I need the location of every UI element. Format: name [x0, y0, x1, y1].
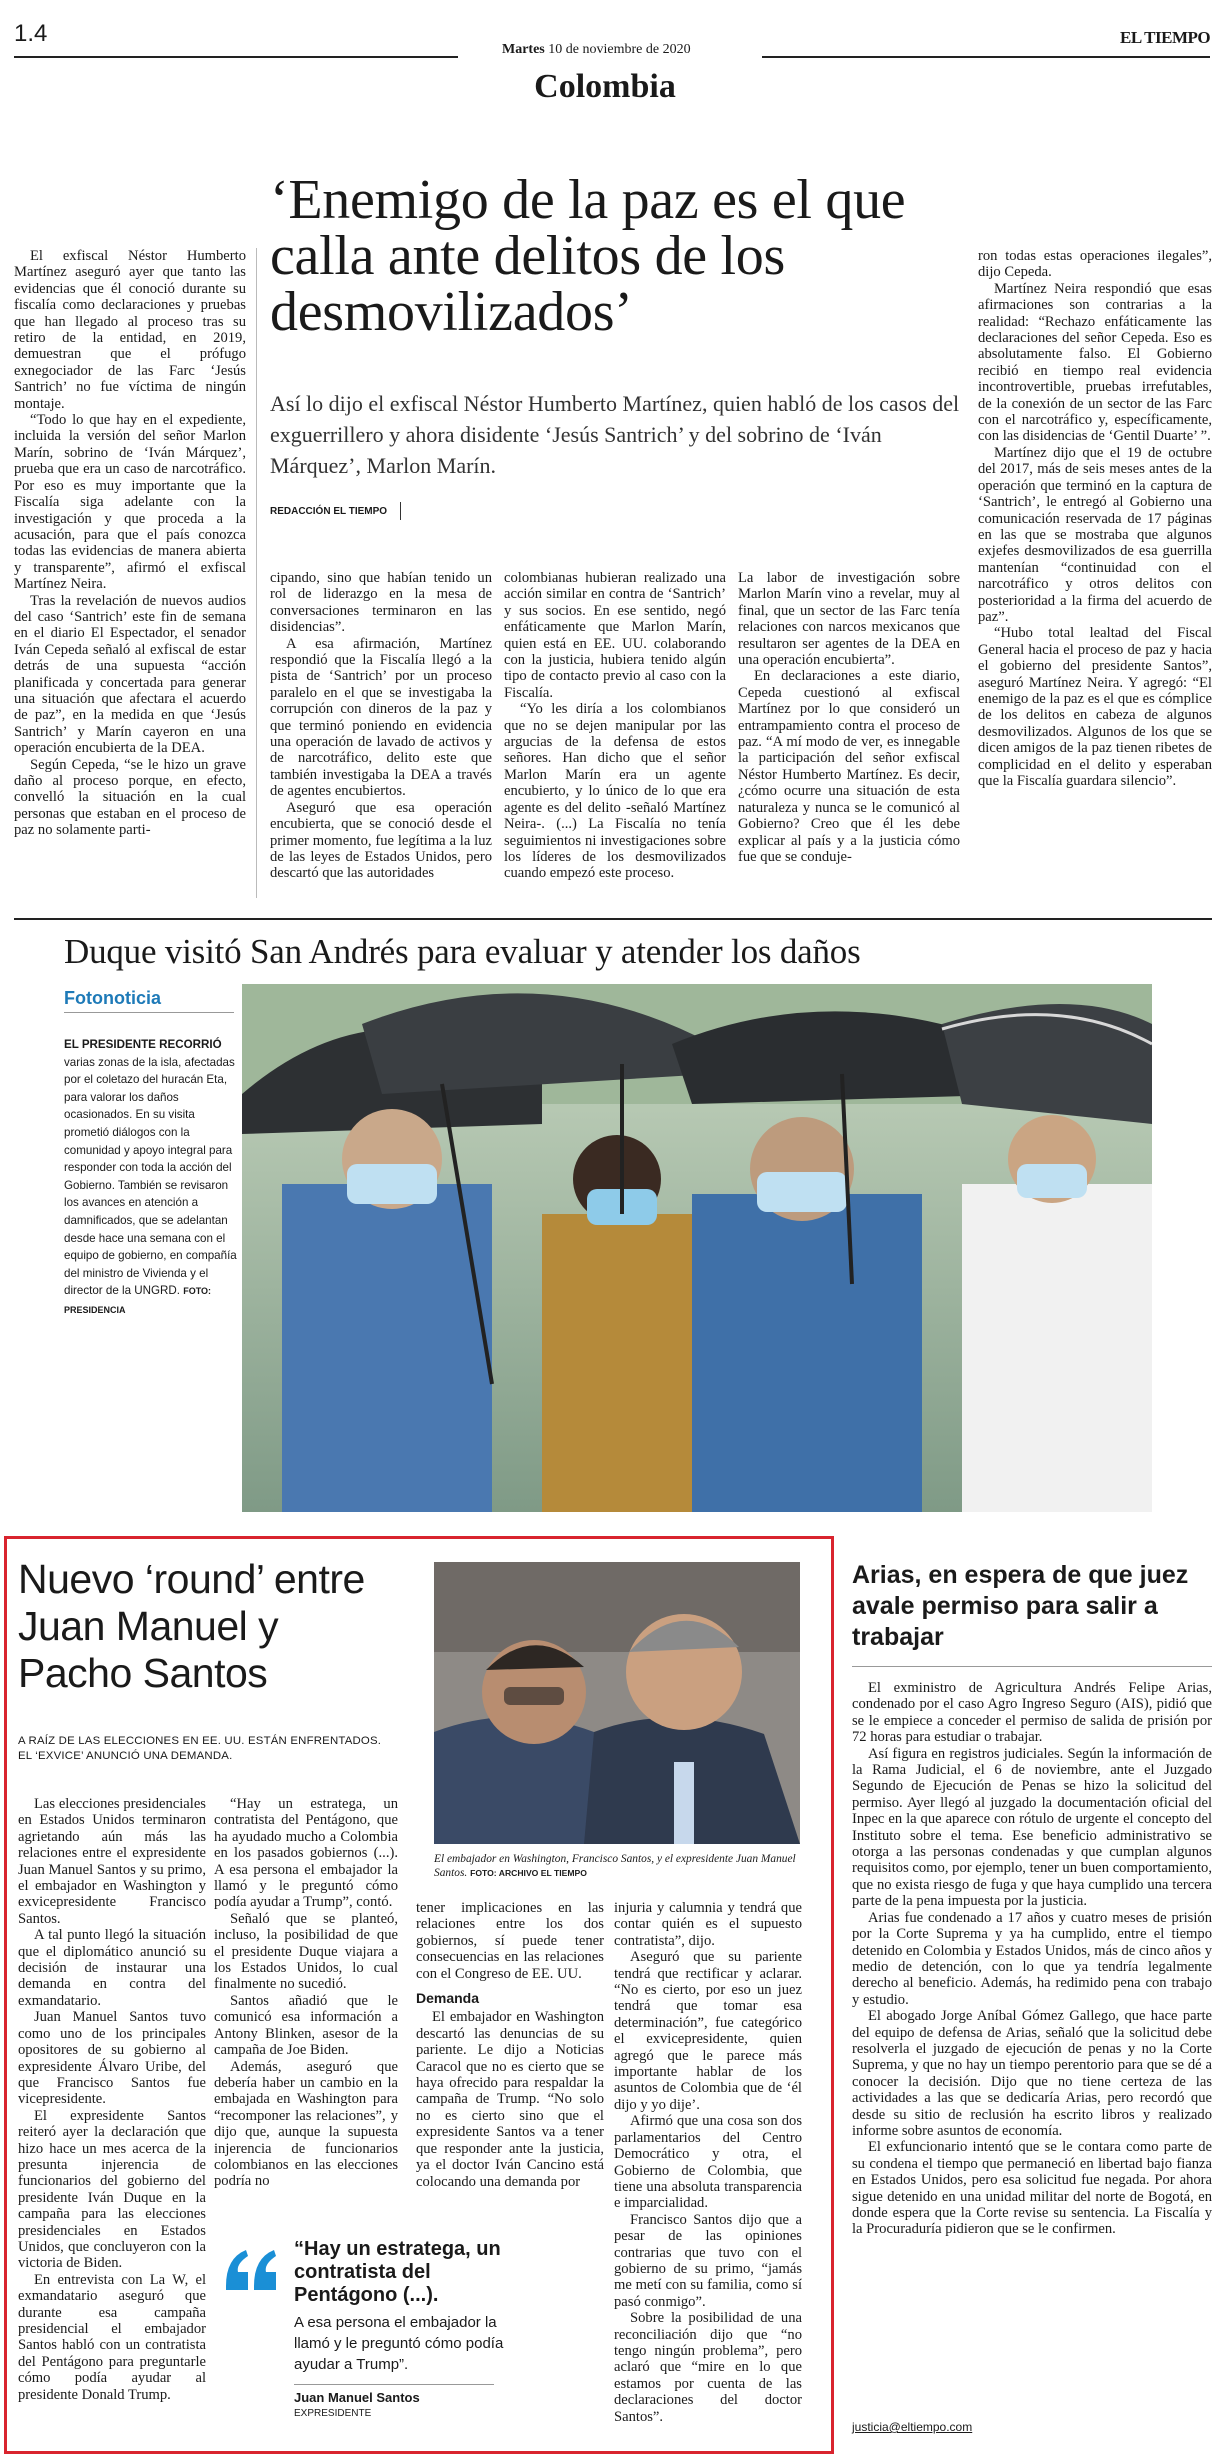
main-col3-p1: colombianas hubieran realizado una acción similar en contra de ‘Santrich’ y sus socios. En ese sentido, negó enfáticamente que Marlon Marín, quien está en EE. UU. colaborando con la justicia, hubiera tenido algún tipo de contacto previo al caso con la Fiscalía.	[504, 570, 726, 701]
byline-tick	[400, 502, 401, 520]
santos-headline: Nuevo ‘round’ entre Juan Manuel y Pacho Santos	[18, 1556, 365, 1696]
photo-caption	[64, 1036, 242, 1320]
santos-photo-credit: FOTO: ARCHIVO EL TIEMPO	[470, 1868, 587, 1878]
arias-rule	[852, 1666, 1212, 1667]
main-col2-p3: Aseguró que esa operación encubierta, que se conoció desde el primer momento, fue legítima a la luz de las leyes de Estados Unidos, pero descartó que las autoridades	[270, 799, 492, 882]
santos-col1-p2: A tal punto llegó la situación que el diplomático anunció su decisión de instaurar una demanda en contra del exmandatario.	[18, 1927, 206, 2009]
photo-headline: Duque visitó San Andrés para evaluar y atender los daños	[64, 932, 861, 971]
main-byline: REDACCIÓN EL TIEMPO	[270, 506, 388, 517]
santos-col3-p1: tener implicaciones en las relaciones entre los dos gobiernos, sí puede tener consecuencias en las relaciones con el Congreso de EE. UU.	[416, 1900, 604, 1982]
main-col5-p1: ron todas estas operaciones ilegales”, dijo Cepeda.	[978, 248, 1212, 281]
santos-col4-p2: Aseguró que su pariente tendrá que rectificar y aclarar. “No es cierto, por eso un juez tendrá que tomar esa determinación”, fue categórico el exvicepresidente, quien agregó que le parece más importante hablar de los asuntos de Colombia que de ‘él dijo y yo dije’.	[614, 1949, 802, 2113]
arias-p2: Así figura en registros judiciales. Según la información de la Rama Judicial, el 6 de noviembre, ante el Juzgado Segundo de Ejecución de Penas se hizo la solicitud del permiso. Ayer llegó al juzgado la documentación oficial del Inpec en la que aparece con rótulo de urgente el concepto del Instituto sobre el tema. Ese beneficio administrativo se otorga a las personas condenadas y que cumplan algunos requisitos como, por ejemplo, tener un buen comportamiento, que no exista riesgo de fuga y que haya cumplido una tercera parte de la pena impuesta por la justicia.	[852, 1745, 1212, 1910]
col-divider	[256, 248, 257, 898]
label-rule	[64, 1012, 234, 1013]
main-deck: Así lo dijo el exfiscal Néstor Humberto Martínez, quien habló de los casos del exguerrillero y ahora disidente ‘Jesús Santrich’ y del sobrino de ‘Iván Márquez’, Marlon Marín.	[270, 391, 960, 478]
main-col4-p2: En declaraciones a este diario, Cepeda cuestionó al exfiscal Martínez por lo que consideró un entrampamiento contra el proceso de paz. “A mí modo de ver, es innegable la participación del señor exfiscal Néstor Humberto Martínez. Es decir, ¿cómo ocurre una situación de esta naturaleza y nunca se le comunicó al Gobierno? Creo que él les debe explicar al país y a la justicia cómo fue que se conduje-	[738, 668, 960, 865]
main-col-2	[270, 570, 492, 882]
main-col-1	[14, 248, 246, 839]
main-col2-p1: cipando, sino que habían tenido un rol de liderazgo en la mesa de conversaciones terminaron en las disidencias”.	[270, 570, 492, 636]
santos-col4-p3: Afirmó que una cosa son dos parlamentarios del Centro Democrático y otra, el Gobierno de Colombia, que tiene una absoluta transparencia e imparcialidad.	[614, 2113, 802, 2212]
main-col-5	[978, 248, 1212, 789]
arias-p3: Arias fue condenado a 17 años y cuatro meses de prisión por la Corte Suprema y ya ha cumplido, entre el tiempo detenido en Colombia y Estados Unidos, más de cinco años y medio de detención, con lo que ya tendría legalmente derecho al beneficio. Además, ha redimido pena con trabajo y estudio.	[852, 1909, 1212, 2008]
santos-col1-p1: Las elecciones presidenciales en Estados Unidos terminaron agrietando aún más las relaciones entre el expresidente Juan Manuel Santos y su primo, el embajador en Washington y exvicepresidente Francisco Santos.	[18, 1796, 206, 1927]
arias-p1: El exministro de Agricultura Andrés Felipe Arias, condenado por el caso Agro Ingreso Seguro (AIS), pidió que se le empiece a conceder el permiso de salida de prisión por 72 horas para estudiar o trabajar.	[852, 1680, 1212, 1746]
main-headline: ‘Enemigo de la paz es el que calla ante delitos de los desmovilizados’	[270, 169, 906, 343]
header-date-text: 10 de noviembre de 2020	[548, 42, 691, 57]
main-col4-p1: La labor de investigación sobre Marlon Marín vino a revelar, muy al final, que un sector de las Farc tenía relaciones con narcos mexicanos que resultaron ser agentes de la DEA en una operación encubierta”.	[738, 570, 960, 669]
santos-caption-text: El embajador en Washington, Francisco Santos, y el expresidente Juan Manuel Santos.	[434, 1853, 796, 1879]
santos-col4-p4: Francisco Santos dijo que a pesar de las opiniones contrarias que tuvo con el gobierno de su primo, “jamás me metí con su familia, como sí pasó conmigo”.	[614, 2211, 802, 2310]
header-rule-left	[14, 56, 458, 58]
quote-role: EXPRESIDENTE	[294, 2408, 372, 2419]
santos-col4-p5: Sobre la posibilidad de una reconciliación dijo que “no tengo ningún problema”, pero aclaró que “mire en lo que estamos por cuenta de las declaraciones del doctor Santos”.	[614, 2310, 802, 2425]
santos-col1-p4: El expresidente Santos reiteró ayer la declaración que hizo hace un mes acerca de la presunta injerencia de funcionarios del gobierno del presidente Iván Duque en la campaña para las elecciones presidenciales en Estados Unidos, que concluyeron con la victoria de Biden.	[18, 2107, 206, 2272]
main-col-4	[738, 570, 960, 865]
arias-p4: El abogado Jorge Aníbal Gómez Gallego, que hace parte del equipo de defensa de Arias, señaló que la solicitud debe resolverla el juzgado de ejecución de penas y no la Corte Suprema, y que no hay un tiempo perentorio para que se dé a conocer la decisión. Dijo que no tiene certeza de las actividades a las que se dedicaría Arias, pero recordó que desde su sitio de reclusión ha escrito libros y realizado informe sobre asuntos de economía.	[852, 2008, 1212, 2139]
main-col1-p4: Según Cepeda, “se le hizo un grave daño al proceso porque, en efecto, convelló la situación en la cual personas que estaban en el proceso de paz no solamente parti-	[14, 756, 246, 839]
section-title: Colombia	[534, 68, 676, 105]
photo-body: varias zonas de la isla, afectadas por el coletazo del huracán Eta, para valorar los daños ocasionados. En su visita prometió diálogos con la comunidad y apoyo integral para responder con toda la acción del Gobierno. También se revisaron los avances en atención a damnificados, que se adelantan desde hace una semana con el equipo de gobierno, en compañía del ministro de Vivienda y el director de la UNGRD.	[64, 1055, 237, 1298]
pull-quote: “Hay un estratega, un contratista del Pentágono (...).	[294, 2238, 501, 2306]
main-col1-p2: “Todo lo que hay en el expediente, incluida la versión del señor Marlon Marín, sobrino de ‘Iván Márquez’, prueba que era un caso de narcotráfico. Por eso es muy importante que la Fiscalía siga adelante con la investigación y que proceda a la acusación, para que el país conozca todas las evidencias de manera abierta y transparente”, afirmó el exfiscal Martínez Neira.	[14, 412, 246, 593]
santos-kicker: A RAÍZ DE LAS ELECCIONES EN EE. UU. ESTÁN ENFRENTADOS. EL ‘EXVICE’ ANUNCIÓ UNA DEMANDA.	[18, 1735, 382, 1762]
header-day: Martes	[502, 42, 545, 57]
main-col5-p4: “Hubo total lealtad del Fiscal General hacia el proceso de paz y hacia el gobierno del presidente Santos”, aseguró Martínez Neira. Y agregó: “El enemigo de la paz es el que es cómplice de los delitos en cabeza de algunos desmovilizados. Algunos de los que se dicen amigos de la paz tienen ribetes de complicidad en el delito y esperaban que la Fiscalía guardara silencio”.	[978, 625, 1212, 789]
santos-photo	[434, 1562, 800, 1844]
photo-lead: EL PRESIDENTE RECORRIÓ	[64, 1038, 222, 1051]
santos-subhead: Demanda	[416, 1990, 480, 2007]
santos-col2-p4: Además, aseguró que debería haber un cambio en la embajada en Washington para “recomponer las relaciones”, y dijo que, aunque la supuesta injerencia de funcionarios colombianos en las elecciones podría no	[214, 2058, 398, 2190]
main-col2-p2: A esa afirmación, Martínez respondió que la Fiscalía llegó a la pista de ‘Santrich’ por un proceso paralelo en el que se investigaba la corrupción con dineros de la paz y que terminó poniendo en evidencia una operación de lavado de activos y de narcotráfico, delito este que también investigaba la DEA a través de agentes encubiertos.	[270, 635, 492, 800]
santos-col-1	[18, 1796, 206, 2403]
santos-col4-p1: injuria y calumnia y tendrá que contar quién es el supuesto contratista”, dijo.	[614, 1900, 802, 1949]
arias-p5: El exfuncionario intentó que se le contara como parte de su condena el tiempo que permaneció en libertad bajo fianza en Estados Unidos, pero esa solicitud fue negada. Por ahora sigue detenido en una unidad militar del norte de Bogotá, en donde espera que la Corte revise su sentencia. La Fiscalía y la Procuraduría pidieron que se le confirmen.	[852, 2139, 1212, 2238]
section-divider	[14, 918, 1212, 920]
quote-mark-icon	[222, 2240, 282, 2300]
duque-photo	[242, 984, 1152, 1512]
page-number: 1.4	[14, 20, 48, 47]
main-col1-p1: El exfiscal Néstor Humberto Martínez aseguró ayer que tanto las evidencias que él conoció durante su fiscalía como declaraciones y pruebas que han llegado al proceso tras su retiro de la entidad, en 2019, demuestran que el prófugo exnegociador de las Farc ‘Jesús Santrich’ no fue víctima de ningún montaje.	[14, 248, 246, 412]
santos-col1-p3: Juan Manuel Santos tuvo como uno de los principales opositores de su gobierno al expresidente Álvaro Uribe, del que Francisco Santos fue vicepresidente.	[18, 2009, 206, 2108]
main-col5-p3: Martínez dijo que el 19 de octubre del 2017, más de seis meses antes de la operación que terminó en la captura de ‘Santrich’, le entregó al Gobierno una comunicación reservada de 17 páginas en las que se mostraba que algunos exjefes desmovilizados de esa guerrilla mantenían “continuidad con el narcotráfico y otros delitos con posterioridad a la firma del acuerdo de paz”.	[978, 444, 1212, 625]
santos-col2-p2: Señaló que se planteó, incluso, la posibilidad de que el presidente Duque viajara a los Estados Unidos, lo cual finalmente no sucedió.	[214, 1910, 398, 1993]
quote-rule	[294, 2384, 494, 2385]
santos-col-2	[214, 1796, 398, 2190]
fotonoticia-label: Fotonoticia	[64, 988, 161, 1008]
arias-email-link[interactable]: justicia@eltiempo.com	[852, 2420, 973, 2434]
pull-quote-body: A esa persona el embajador la llamó y le preguntó cómo podía ayudar a Trump”.	[294, 2314, 504, 2373]
main-col1-p3: Tras la revelación de nuevos audios del caso ‘Santrich’ este fin de semana en el diario El Espectador, el senador Iván Cepeda señaló al exfiscal de estar detrás de una supuesta “acción planificada y concertada para generar una situación que afectara el acuerdo de paz”, en la medida en que ‘Jesús Santrich’ y Marín cayeron en una operación encubierta de la DEA.	[14, 592, 246, 757]
santos-col-4	[614, 1900, 802, 2425]
header-rule-right	[762, 56, 1210, 58]
main-col3-p2: “Yo les diría a los colombianos que no se dejen manipular por las argucias de la defensa de estos señores. Han dicho que el señor Marlon Marín era un agente encubierto, y lo único de lo que era agente es del delito -señaló Martínez Neira-. (...) La Fiscalía no tenía seguimientos ni investigaciones sobre los líderes de los desmovilizados cuando empezó este proceso.	[504, 701, 726, 882]
santos-col3b-p1: El embajador en Washington descartó las denuncias de su pariente. Le dijo a Noticias Caracol que no es cierto que se haya ofrecido para respaldar la campaña de Trump. “No solo no es cierto sino que el expresidente Santos va a tener que responder ante la justicia, ya el doctor Iván Cancino está colocando una demanda por	[416, 2009, 604, 2190]
santos-col-3	[416, 1900, 604, 2190]
photo-credit: FOTO: PRESIDENCIA	[64, 1286, 212, 1315]
main-col5-p2: Martínez Neira respondió que esas afirmaciones son contrarias a la realidad: “Rechazo enfáticamente las declaraciones del señor Cepeda. Eso es absolutamente falso. El Gobierno recibió en tiempo real evidencia incontrovertible, pruebas irrefutables, de la conexión de un sector de las Farc con el narcotráfico y, específicamente, con las disidencias de ‘Gentil Duarte’ ”.	[978, 280, 1212, 445]
santos-col2-p3: Santos añadió que le comunicó esa información a Antony Blinken, asesor de la campaña de Joe Biden.	[214, 1992, 398, 2059]
arias-body	[852, 1680, 1212, 2238]
santos-col1-p5: En entrevista con La W, el exmandatario aseguró que durante esa campaña presidencial el embajador Santos habló con un contratista del Pentágono para preguntarle cómo podía ayudar al presidente Donald Trump.	[18, 2271, 206, 2403]
santos-col2-p1: “Hay un estratega, un contratista del Pentágono, que ha ayudado mucho a Colombia en los pasados gobiernos (...). A esa persona el embajador la llamó y le preguntó cómo podía ayudar a Trump”, contó.	[214, 1796, 398, 1911]
brand-logo: EL TIEMPO	[1120, 28, 1211, 47]
arias-headline: Arias, en espera de que juez avale permiso para salir a trabajar	[852, 1561, 1189, 1651]
quote-author: Juan Manuel Santos	[294, 2390, 420, 2405]
header-date	[502, 42, 691, 58]
main-col-3	[504, 570, 726, 882]
santos-photo-caption	[434, 1852, 800, 1880]
